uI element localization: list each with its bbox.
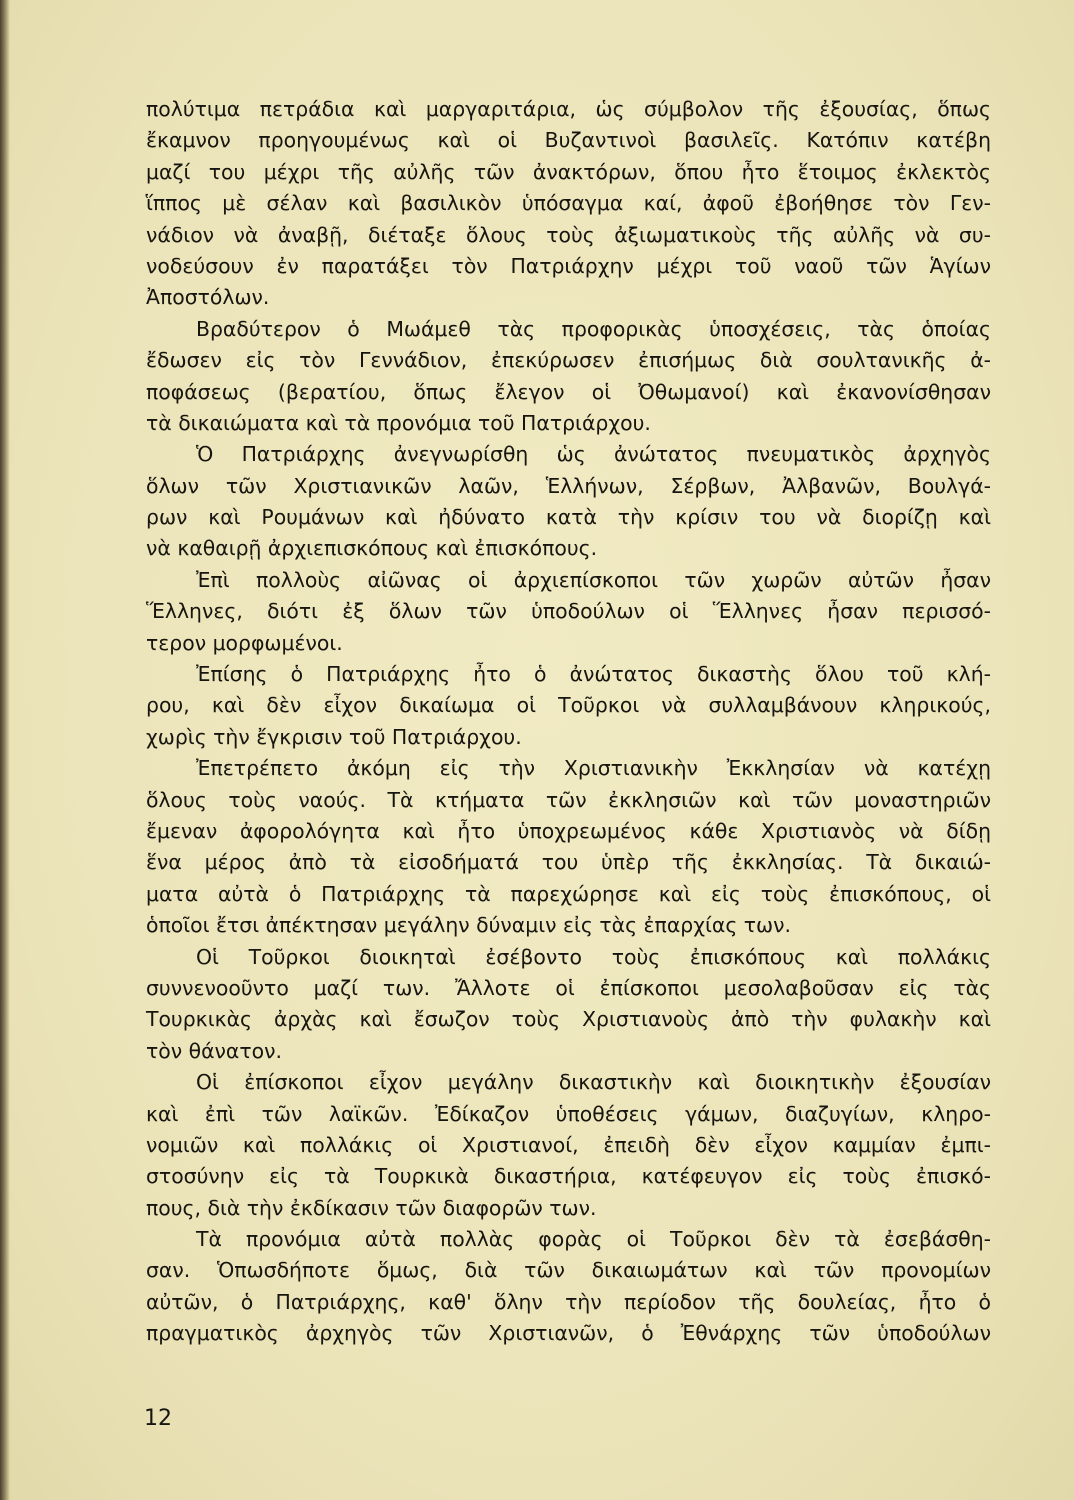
text-line: ὁποῖοι ἔτσι ἀπέκτησαν μεγάλην δύναμιν εἰς τὰς ἐπαρχίας των.	[146, 913, 792, 938]
text-line: ποφάσεως (βερατίου, ὅπως ἔλεγον οἱ Ὀθωμανοί) καὶ ἐκανονίσθησαν	[146, 379, 991, 404]
text-line: σαν. Ὁπωσδήποτε ὅμως, διὰ τῶν δικαιωμάτων καὶ τῶν προνομίων	[146, 1258, 991, 1283]
page-number: 12	[144, 1406, 172, 1431]
text-line: ρων καὶ Ρουμάνων καὶ ἠδύνατο κατὰ τὴν κρίσιν του νὰ διορίζῃ καὶ	[146, 505, 991, 530]
text-line: Ἐπετρέπετο ἀκόμη εἰς τὴν Χριστιανικὴν Ἐκκλησίαν νὰ κατέχῃ	[196, 756, 991, 781]
text-line: πραγματικὸς ἀρχηγὸς τῶν Χριστιανῶν, ὁ Ἐθνάρχης τῶν ὑποδούλων	[146, 1321, 991, 1346]
text-line: Ἐπὶ πολλοὺς αἰῶνας οἱ ἀρχιεπίσκοποι τῶν χωρῶν αὐτῶν ἦσαν	[196, 567, 991, 592]
text-line: ἔδωσεν εἰς τὸν Γεννάδιον, ἐπεκύρωσεν ἐπισήμως διὰ σουλτανικῆς ἀ-	[146, 348, 991, 373]
text-line: στοσύνην εἰς τὰ Τουρκικὰ δικαστήρια, κατέφευγον εἰς τοὺς ἐπισκό-	[146, 1164, 991, 1189]
text-line: Ἐπίσης ὁ Πατριάρχης ἦτο ὁ ἀνώτατος δικαστὴς ὅλου τοῦ κλή-	[196, 662, 991, 687]
text-line: Τουρκικὰς ἀρχὰς καὶ ἔσωζον τοὺς Χριστιανοὺς ἀπὸ τὴν φυλακὴν καὶ	[146, 1007, 991, 1032]
text-line: αὐτῶν, ὁ Πατριάρχης, καθ' ὅλην τὴν περίοδον τῆς δουλείας, ἦτο ὁ	[146, 1289, 991, 1314]
text-line: ματα αὐτὰ ὁ Πατριάρχης τὰ παρεχώρησε καὶ εἰς τοὺς ἐπισκόπους, οἱ	[146, 881, 991, 906]
text-line: τὰ δικαιώματα καὶ τὰ προνόμια τοῦ Πατριάρχου.	[146, 410, 651, 435]
text-line: νάδιον νὰ ἀναβῇ, διέταξε ὅλους τοὺς ἀξιωματικοὺς τῆς αὐλῆς νὰ συ-	[146, 222, 991, 247]
text-line: ἔκαμνον προηγουμένως καὶ οἱ Βυζαντινοὶ βασιλεῖς. Κατόπιν κατέβη	[146, 128, 991, 153]
text-line: πολύτιμα πετράδια καὶ μαργαριτάρια, ὡς σύμβολον τῆς ἐξουσίας, ὅπως	[146, 97, 991, 121]
binding-edge	[0, 0, 10, 1500]
text-line: πους, διὰ τὴν ἐκδίκασιν τῶν διαφορῶν των.	[146, 1195, 597, 1220]
text-line: νοδεύσουν ἐν παρατάξει τὸν Πατριάρχην μέχρι τοῦ ναοῦ τῶν Ἁγίων	[146, 253, 991, 278]
text-line: Ἀποστόλων.	[146, 285, 270, 310]
text-line: ὅλους τοὺς ναούς. Τὰ κτήματα τῶν ἐκκλησιῶν καὶ τῶν μοναστηριῶν	[146, 787, 991, 812]
text-line: Τὰ προνόμια αὐτὰ πολλὰς φορὰς οἱ Τοῦρκοι δὲν τὰ ἐσεβάσθη-	[196, 1227, 991, 1252]
text-line: τερον μορφωμένοι.	[146, 630, 343, 655]
text-line: χωρὶς τὴν ἔγκρισιν τοῦ Πατριάρχου.	[146, 724, 522, 749]
text-line: Οἱ ἐπίσκοποι εἶχον μεγάλην δικαστικὴν καὶ διοικητικὴν ἐξουσίαν	[196, 1070, 991, 1095]
body-text	[146, 94, 991, 1350]
text-line: ἔμεναν ἀφορολόγητα καὶ ἦτο ὑποχρεωμένος κάθε Χριστιανὸς νὰ δίδῃ	[146, 818, 991, 843]
text-line: μαζί του μέχρι τῆς αὐλῆς τῶν ἀνακτόρων, ὅπου ἦτο ἕτοιμος ἐκλεκτὸς	[146, 159, 991, 184]
text-line: ἵππος μὲ σέλαν καὶ βασιλικὸν ὑπόσαγμα καί, ἀφοῦ ἐβοήθησε τὸν Γεν-	[146, 191, 991, 216]
text-line: τὸν θάνατον.	[146, 1038, 282, 1063]
text-line: Ἕλληνες, διότι ἐξ ὅλων τῶν ὑποδούλων οἱ Ἕλληνες ἦσαν περισσό-	[146, 599, 991, 624]
text-line: ρου, καὶ δὲν εἶχον δικαίωμα οἱ Τοῦρκοι νὰ συλλαμβάνουν κληρικούς,	[146, 693, 991, 718]
text-line: καὶ ἐπὶ τῶν λαϊκῶν. Ἐδίκαζον ὑποθέσεις γάμων, διαζυγίων, κληρο-	[146, 1101, 991, 1126]
text-line: ἕνα μέρος ἀπὸ τὰ εἰσοδήματά του ὑπὲρ τῆς ἐκκλησίας. Τὰ δικαιώ-	[146, 850, 991, 875]
text-line: Ὁ Πατριάρχης ἀνεγνωρίσθη ὡς ἀνώτατος πνευματικὸς ἀρχηγὸς	[196, 442, 991, 467]
text-line: Βραδύτερον ὁ Μωάμεθ τὰς προφορικὰς ὑποσχέσεις, τὰς ὁποίας	[196, 316, 991, 341]
text-line: Οἱ Τοῦρκοι διοικηταὶ ἐσέβοντο τοὺς ἐπισκόπους καὶ πολλάκις	[196, 944, 991, 969]
text-line: ὅλων τῶν Χριστιανικῶν λαῶν, Ἑλλήνων, Σέρβων, Ἀλβανῶν, Βουλγά-	[146, 473, 991, 498]
text-line: συννενοοῦντο μαζί των. Ἄλλοτε οἱ ἐπίσκοποι μεσολαβοῦσαν εἰς τὰς	[146, 975, 991, 1000]
text-line: νὰ καθαιρῇ ἀρχιεπισκόπους καὶ ἐπισκόπους.	[146, 536, 598, 561]
text-line: νομιῶν καὶ πολλάκις οἱ Χριστιανοί, ἐπειδὴ δὲν εἶχον καμμίαν ἐμπι-	[146, 1132, 991, 1157]
